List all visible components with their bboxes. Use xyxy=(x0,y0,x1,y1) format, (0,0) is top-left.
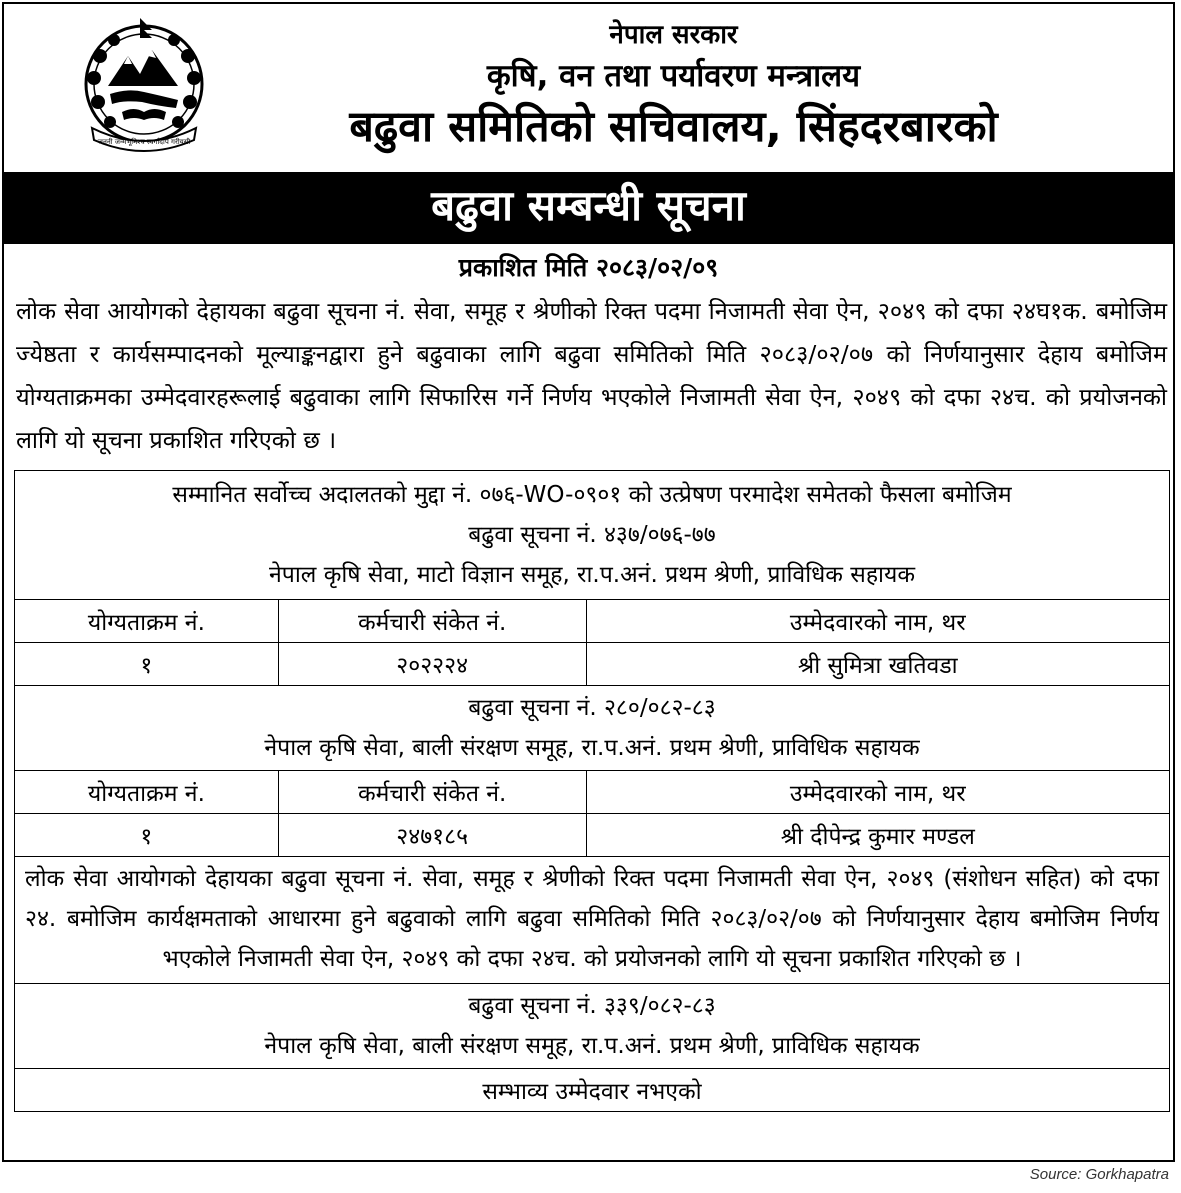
rank-cell: १ xyxy=(15,814,279,857)
table-header-row xyxy=(15,600,1170,643)
no-candidate-text: सम्भाव्य उम्मेदवार नभएको xyxy=(15,1069,1170,1112)
column-header-name: उम्मेदवारको नाम, थर xyxy=(586,600,1169,643)
notice-header xyxy=(4,4,1173,172)
notice-number: बढुवा सूचना नं. २८०/०८२-८३ xyxy=(468,695,716,721)
notice-number: बढुवा सूचना नं. ४३७/०७६-७७ xyxy=(468,522,716,548)
table-row xyxy=(15,643,1170,686)
government-title: नेपाल सरकार xyxy=(609,20,738,50)
section-1-heading xyxy=(15,471,1170,600)
column-header-rank: योग्यताक्रम नं. xyxy=(15,771,279,814)
section-3-heading xyxy=(15,984,1170,1069)
notice-number: बढुवा सूचना नं. ३३९/०८२-८३ xyxy=(468,993,716,1019)
column-header-employee-code: कर्मचारी संकेत नं. xyxy=(278,771,586,814)
service-group: नेपाल कृषि सेवा, बाली संरक्षण समूह, रा.प.अनं. प्रथम श्रेणी, प्राविधिक सहायक xyxy=(264,1033,920,1059)
employee-code-cell: २०२२२४ xyxy=(278,643,586,686)
column-header-employee-code: कर्मचारी संकेत नं. xyxy=(278,600,586,643)
section-2-heading xyxy=(15,686,1170,771)
employee-code-cell: २४७१८५ xyxy=(278,814,586,857)
no-candidate-row xyxy=(15,1069,1170,1112)
column-header-name: उम्मेदवारको नाम, थर xyxy=(586,771,1169,814)
notice-page xyxy=(2,2,1175,1162)
office-title: बढुवा समितिको सचिवालय, सिंहदरबारको xyxy=(349,102,998,152)
promotion-table xyxy=(14,470,1170,1112)
candidate-name-cell: श्री सुमित्रा खतिवडा xyxy=(586,643,1169,686)
nepal-government-emblem-icon xyxy=(78,16,210,156)
column-header-rank: योग्यताक्रम नं. xyxy=(15,600,279,643)
service-group: नेपाल कृषि सेवा, माटो विज्ञान समूह, रा.प.अनं. प्रथम श्रेणी, प्राविधिक सहायक xyxy=(269,562,915,588)
section-3-paragraph: लोक सेवा आयोगको देहायका बढुवा सूचना नं. सेवा, समूह र श्रेणीको रिक्त पदमा निजामती सेवा ऐन, २०४९ (संशोधन सहित) को दफा २४. बमोजिम कार्यक्षमताको आधारमा हुने बढुवाको लागि बढुवा समितिको मिति २०८३/०२/०७ को निर्णयानुसार देहाय बमोजिम निर्णय भएकोले निजामती सेवा ऐन, २०४९ को दफा २४च. को प्रयोजनको लागि यो सूचना प्रकाशित गरिएको छ । xyxy=(15,857,1170,984)
svg-text:जननी जन्मभूमिश्च स्वर्गादपि गर: जननी जन्मभूमिश्च स्वर्गादपि गरीयसी xyxy=(97,138,191,146)
table-header-row xyxy=(15,771,1170,814)
section-3-paragraph-row xyxy=(15,857,1170,984)
published-date: प्रकाशित मिति २०८३/०२/०९ xyxy=(458,253,719,282)
candidate-name-cell: श्री दीपेन्द्र कुमार मण्डल xyxy=(586,814,1169,857)
source-credit: Source: Gorkhapatra xyxy=(1029,1166,1169,1183)
court-note: सम्मानित सर्वोच्च अदालतको मुद्दा नं. ०७६-WO-०९०१ को उत्प्रेषण परमादेश समेतको फैसला बमोजिम xyxy=(172,482,1012,508)
notice-banner: बढुवा सम्बन्धी सूचना xyxy=(4,172,1173,244)
table-row xyxy=(15,814,1170,857)
service-group: नेपाल कृषि सेवा, बाली संरक्षण समूह, रा.प.अनं. प्रथम श्रेणी, प्राविधिक सहायक xyxy=(264,735,920,761)
intro-paragraph: लोक सेवा आयोगको देहायका बढुवा सूचना नं. सेवा, समूह र श्रेणीको रिक्त पदमा निजामती सेवा ऐन, २०४९ को दफा २४घ१क. बमोजिम ज्येष्ठता र कार्यसम्पादनको मूल्याङ्कनद्वारा हुने बढुवाका लागि बढुवा समितिको मिति २०८३/०२/०७ को निर्णयानुसार देहाय बमोजिम योग्यताक्रमका उम्मेदवारहरूलाई बढुवाका लागि सिफारिस गर्ने निर्णय भएकोले निजामती सेवा ऐन, २०४९ को दफा २४च. को प्रयोजनको लागि यो सूचना प्रकाशित गरिएको छ । xyxy=(16,297,1167,454)
rank-cell: १ xyxy=(15,643,279,686)
ministry-title: कृषि, वन तथा पर्यावरण मन्त्रालय xyxy=(486,58,861,94)
